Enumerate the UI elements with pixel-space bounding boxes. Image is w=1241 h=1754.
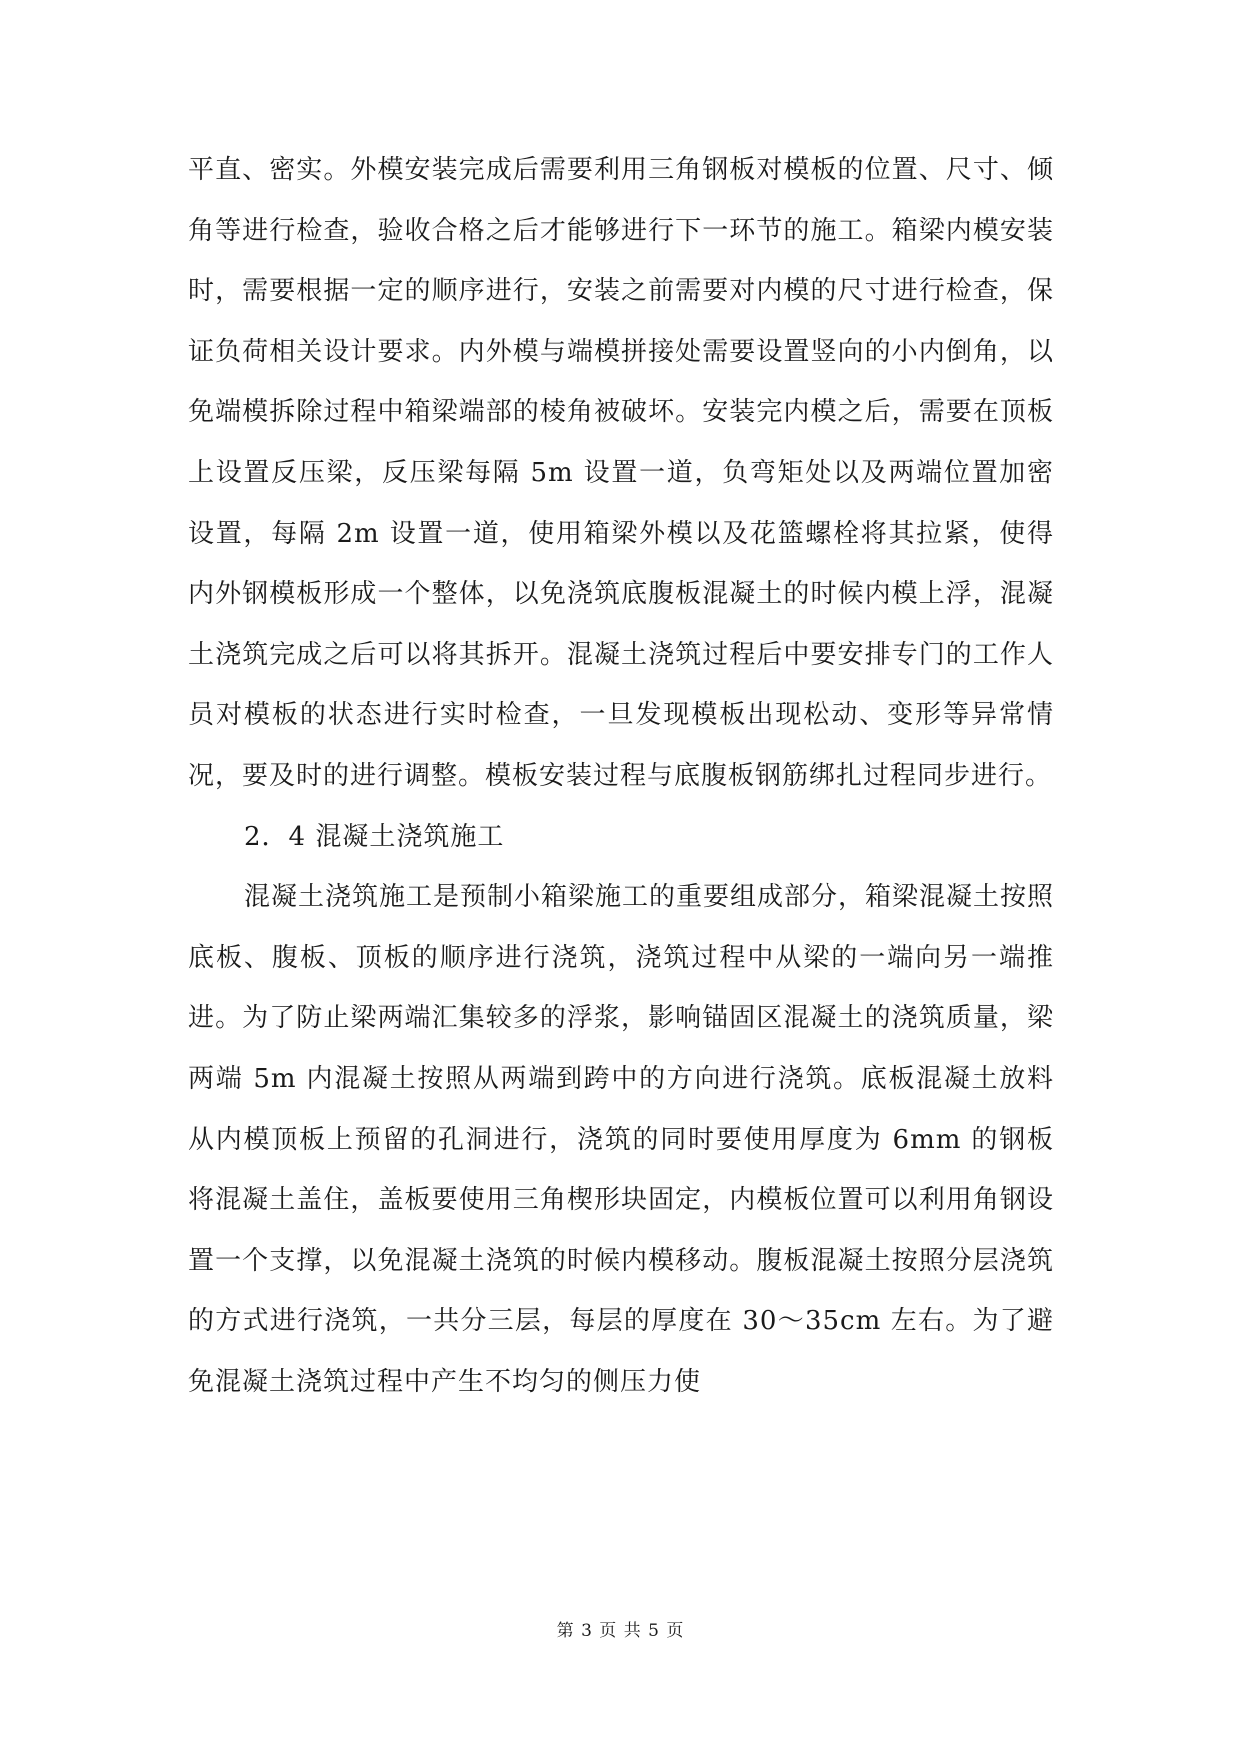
document-body bbox=[188, 140, 1054, 1412]
body-paragraph-continued: 平直、密实。外模安装完成后需要利用三角钢板对模板的位置、尺寸、倾角等进行检查，验收合格之后才能够进行下一环节的施工。箱梁内模安装时，需要根据一定的顺序进行，安装之前需要对内模的尺寸进行检查，保证负荷相关设计要求。内外模与端模拼接处需要设置竖向的小内倒角，以免端模拆除过程中箱梁端部的棱角被破坏。安装完内模之后，需要在顶板上设置反压梁，反压梁每隔 5m 设置一道，负弯矩处以及两端位置加密设置，每隔 2m 设置一道，使用箱梁外模以及花篮螺栓将其拉紧，使得内外钢模板形成一个整体，以免浇筑底腹板混凝土的时候内模上浮，混凝土浇筑完成之后可以将其拆开。混凝土浇筑过程后中要安排专门的工作人员对模板的状态进行实时检查，一旦发现模板出现松动、变形等异常情况，要及时的进行调整。模板安装过程与底腹板钢筋绑扎过程同步进行。 bbox=[188, 155, 1054, 791]
page-number-footer: 第 3 页 共 5 页 bbox=[556, 1621, 685, 1641]
body-paragraph: 混凝土浇筑施工是预制小箱梁施工的重要组成部分，箱梁混凝土按照底板、腹板、顶板的顺序进行浇筑，浇筑过程中从梁的一端向另一端推进。为了防止梁两端汇集较多的浮浆，影响锚固区混凝土的浇筑质量，梁两端 5m 内混凝土按照从两端到跨中的方向进行浇筑。底板混凝土放料从内模顶板上预留的孔洞进行，浇筑的同时要使用厚度为 6mm 的钢板将混凝土盖住，盖板要使用三角楔形块固定，内模板位置可以利用角钢设置一个支撑，以免混凝土浇筑的时候内模移动。腹板混凝土按照分层浇筑的方式进行浇筑，一共分三层，每层的厚度在 30～35cm 左右。为了避免混凝土浇筑过程中产生不均匀的侧压力使 bbox=[188, 882, 1055, 1397]
section-heading: 2．4 混凝土浇筑施工 bbox=[244, 821, 505, 852]
